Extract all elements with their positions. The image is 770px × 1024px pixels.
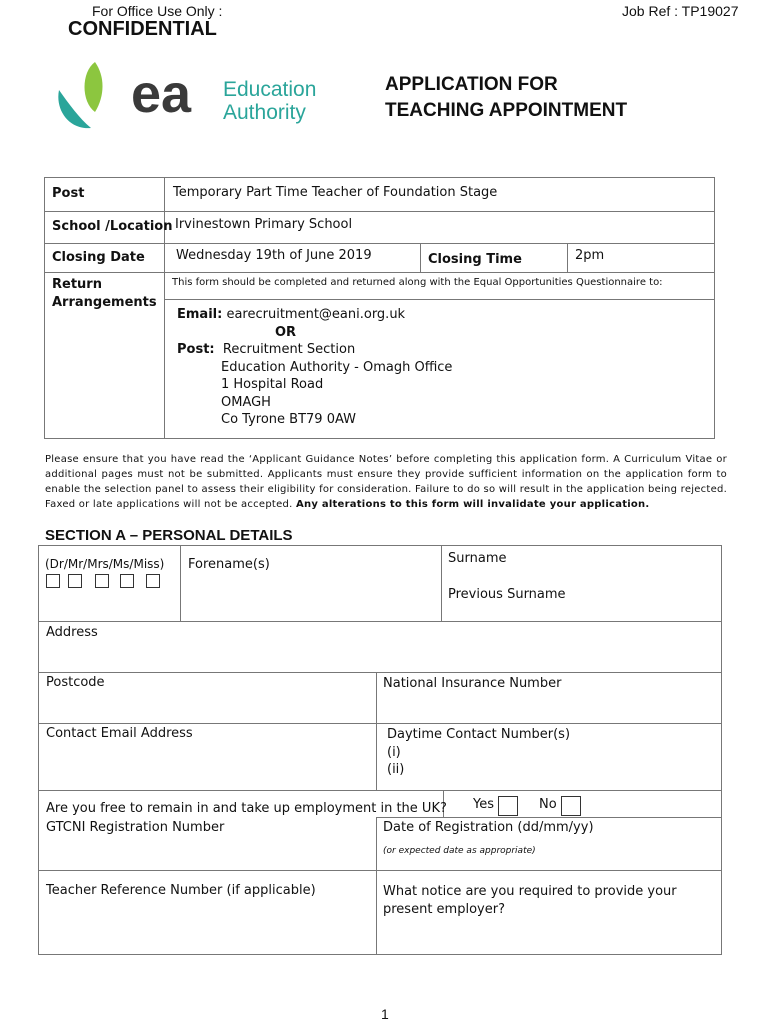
title-checkbox-dr[interactable] — [46, 574, 60, 588]
email-label: Email: — [177, 307, 223, 322]
return-arrangements-label: Return Arrangements — [52, 277, 157, 310]
postcode-label: Postcode — [46, 675, 105, 690]
expected-date-note: (or expected date as appropriate) — [383, 846, 536, 856]
closing-date-label: Closing Date — [52, 250, 145, 265]
address-line-5: Co Tyrone BT79 0AW — [221, 412, 356, 427]
logo-line-2: Authority — [223, 101, 306, 124]
logo-graphic — [55, 60, 345, 136]
address-line-2: Education Authority - Omagh Office — [221, 359, 453, 375]
address-label: Address — [46, 625, 98, 640]
education-authority-logo — [55, 60, 345, 136]
section-a-title: SECTION A – PERSONAL DETAILS — [45, 527, 293, 544]
school-value: Irvinestown Primary School — [175, 217, 353, 232]
contact-number-2-label: (ii) — [387, 762, 405, 777]
previous-surname-label: Previous Surname — [448, 587, 566, 602]
notice-period-question: What notice are you required to provide your present employer? — [383, 884, 677, 917]
title-checkbox-mrs[interactable] — [95, 574, 109, 588]
post-value: Temporary Part Time Teacher of Foundation Stage — [173, 185, 498, 200]
closing-time-label: Closing Time — [428, 252, 522, 267]
gtcni-label: GTCNI Registration Number — [46, 820, 225, 835]
office-use-label: For Office Use Only : — [92, 3, 223, 19]
contact-email-label: Contact Email Address — [46, 726, 193, 741]
logo-leaf-green — [85, 62, 103, 112]
address-line-4: OMAGH — [221, 394, 271, 410]
closing-date-value: Wednesday 19th of June 2019 — [176, 248, 372, 263]
title-options-label: (Dr/Mr/Mrs/Ms/Miss) — [45, 557, 165, 571]
no-label: No — [539, 797, 557, 812]
teacher-ref-label: Teacher Reference Number (if applicable) — [46, 883, 316, 898]
registration-date-label: Date of Registration (dd/mm/yy) — [383, 820, 594, 835]
job-ref: Job Ref : TP19027 — [622, 3, 739, 19]
title-checkbox-mr[interactable] — [68, 574, 82, 588]
return-note: This form should be completed and returned along with the Equal Opportunities Questionnaire to: — [172, 277, 663, 288]
no-checkbox[interactable] — [561, 796, 581, 816]
address-line-3: 1 Hospital Road — [221, 377, 324, 392]
contact-number-1-label: (i) — [387, 744, 401, 760]
confidential-label: CONFIDENTIAL — [68, 18, 217, 40]
return-address-block — [177, 306, 452, 429]
guidance-notice: Please ensure that you have read the ‘Applicant Guidance Notes’ before completing this application form. A Curriculum Vitae or additional pages must not be submitted. Applicants must ensure they provide sufficient information on the application form to enable the selection panel to assess their eligibility for consideration. Failure to do so will result in the application being rejected. Faxed or late applications will not be accepted. Any alterations to this form will invalidate your application. — [45, 454, 727, 510]
ni-number-label: National Insurance Number — [383, 676, 562, 691]
recruitment-email[interactable]: earecruitment@eani.org.uk — [226, 307, 406, 322]
or-label: OR — [275, 324, 297, 340]
yes-label: Yes — [473, 797, 494, 812]
daytime-contact-label: Daytime Contact Number(s) — [387, 727, 571, 742]
yes-checkbox[interactable] — [498, 796, 518, 816]
free-to-remain-question: Are you free to remain in and take up employment in the UK? — [46, 801, 447, 816]
title-checkbox-ms[interactable] — [120, 574, 134, 588]
page-number: 1 — [381, 1006, 389, 1022]
daytime-contact-block — [387, 726, 570, 779]
forename-label: Forename(s) — [188, 557, 270, 572]
alterations-warning: Any alterations to this form will invalidate your application. — [295, 499, 650, 510]
school-label: School /Location — [52, 219, 173, 234]
address-line-1: Recruitment Section — [222, 342, 356, 357]
logo-letters: ea — [131, 64, 192, 124]
post-label: Post — [52, 186, 85, 201]
logo-line-1: Education — [223, 78, 317, 101]
closing-time-value: 2pm — [575, 248, 605, 263]
form-title: APPLICATION FOR TEACHING APPOINTMENT — [385, 74, 628, 121]
surname-label: Surname — [448, 551, 507, 566]
post-address-label: Post: — [177, 342, 215, 357]
title-checkbox-miss[interactable] — [146, 574, 160, 588]
